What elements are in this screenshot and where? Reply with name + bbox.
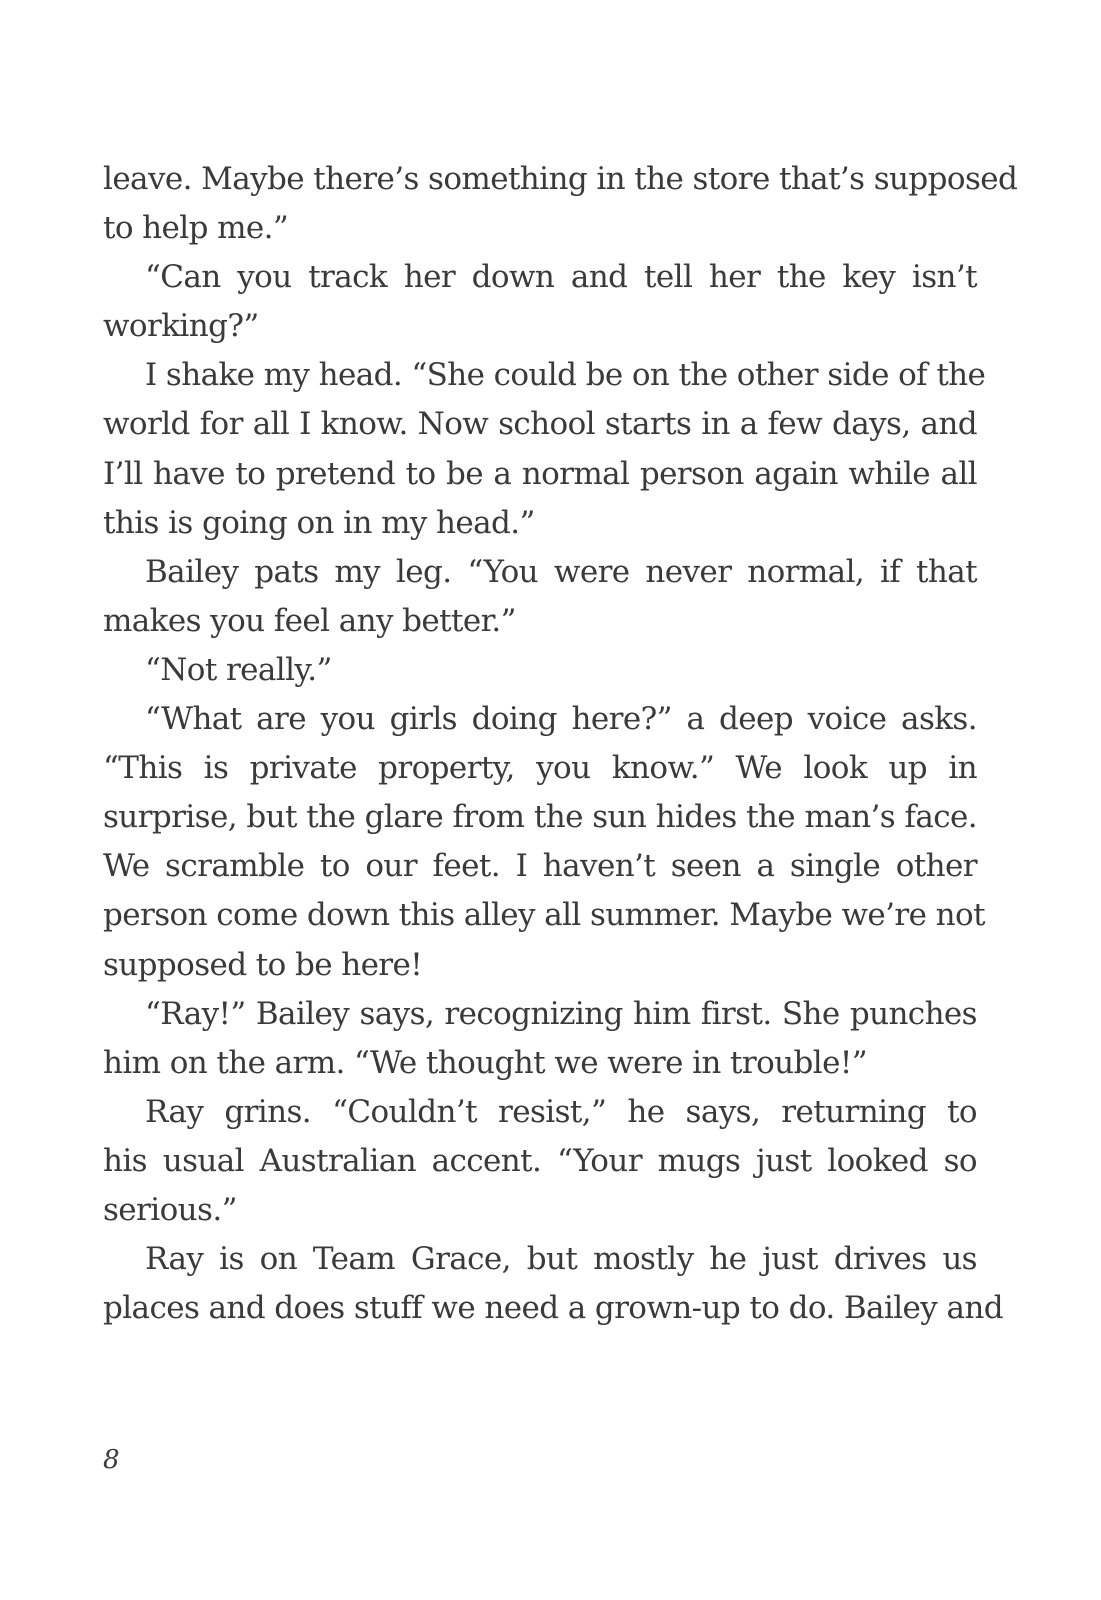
text-line: places and does stuff we need a grown-up to do. Bailey and: [103, 1290, 1003, 1327]
text-line: him on the arm. “We thought we were in trouble!”: [103, 1044, 867, 1081]
text-line: I’ll have to pretend to be a normal person again while all: [103, 455, 977, 492]
text-line: Bailey pats my leg. “You were never normal, if that: [145, 553, 977, 590]
text-line: leave. Maybe there’s something in the store that’s supposed: [103, 161, 1018, 197]
text-line: “This is private property, you know.” We look up in: [103, 750, 977, 787]
text-line: to help me.”: [103, 210, 289, 247]
text-line: this is going on in my head.”: [103, 504, 535, 541]
page-number: 8: [103, 1445, 120, 1475]
text-line: Ray is on Team Grace, but mostly he just drives us: [145, 1241, 977, 1278]
text-line: makes you feel any better.”: [103, 602, 516, 639]
text-line: serious.”: [103, 1191, 237, 1228]
text-line: person come down this alley all summer. Maybe we’re not: [103, 897, 985, 934]
text-line: world for all I know. Now school starts in a few days, and: [103, 406, 977, 443]
text-line: We scramble to our feet. I haven’t seen a single other: [103, 848, 977, 885]
text-line: his usual Australian accent. “Your mugs just looked so: [103, 1142, 977, 1179]
text-line: working?”: [103, 308, 259, 345]
text-line: surprise, but the glare from the sun hides the man’s face.: [103, 799, 977, 836]
text-line: “Not really.”: [145, 651, 332, 688]
text-line: “Can you track her down and tell her the key isn’t: [145, 259, 977, 296]
text-line: Ray grins. “Couldn’t resist,” he says, returning to: [145, 1093, 977, 1130]
body-text: [103, 155, 1018, 1333]
text-line: supposed to be here!: [103, 946, 423, 983]
text-line: I shake my head. “She could be on the other side of the: [145, 357, 986, 394]
text-line: “Ray!” Bailey says, recognizing him first. She punches: [145, 995, 977, 1032]
text-line: “What are you girls doing here?” a deep voice asks.: [145, 701, 977, 738]
